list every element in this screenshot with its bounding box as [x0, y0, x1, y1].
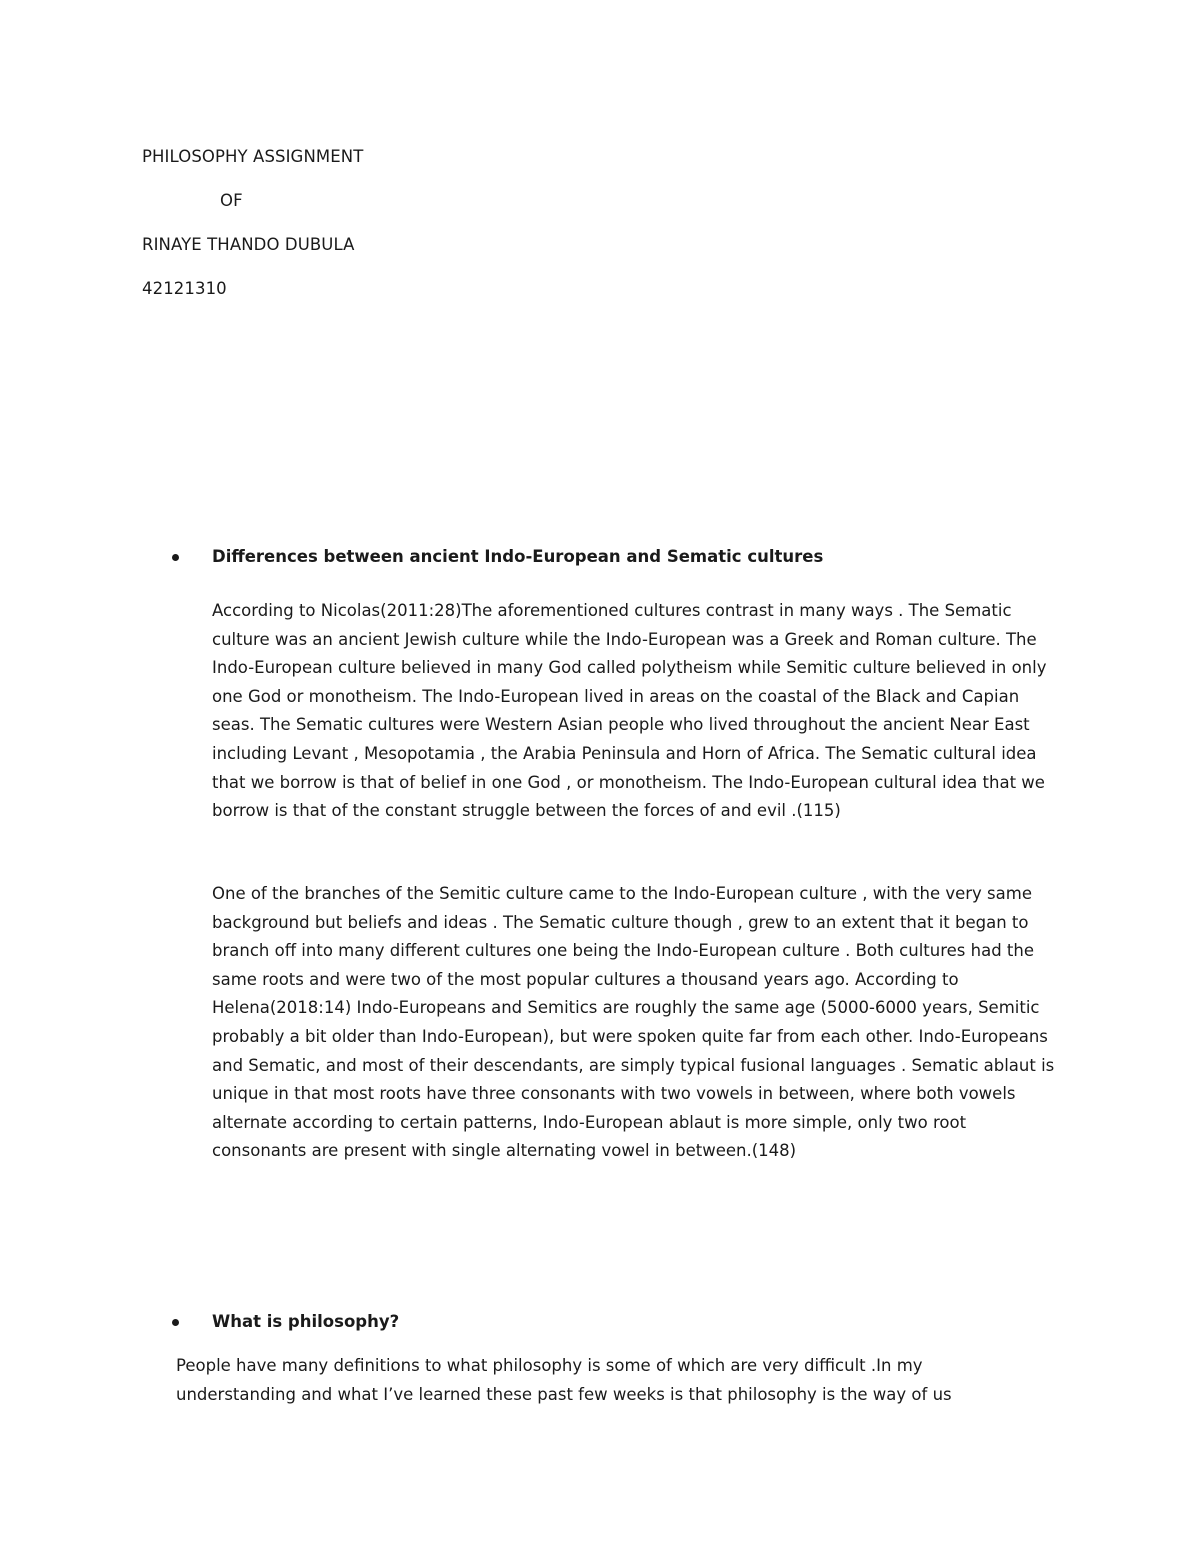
student-number: 42121310	[142, 279, 227, 298]
body-paragraph: People have many definitions to what philosophy is some of which are very difficult .In my understanding and what I’ve learned these past few weeks is that philosophy is the way of us	[176, 1356, 952, 1404]
assignment-title: PHILOSOPHY ASSIGNMENT	[142, 147, 364, 166]
bullet-icon	[172, 554, 179, 561]
body-paragraph: One of the branches of the Semitic culture came to the Indo-European culture , with the very same background but beliefs and ideas . The Sematic culture though , grew to an extent that it began to branch off into many different cultures one being the Indo-European culture . Both cultures had the same roots and were two of the most popular cultures a thousand years ago. According to Helena(2018:14) Indo-Europeans and Semitics are roughly the same age (5000-6000 years, Semitic probably a bit older than Indo-European), but were spoken quite far from each other. Indo-Europeans and Sematic, and most of their descendants, are simply typical fusional languages . Sematic ablaut is unique in that most roots have three consonants with two vowels in between, where both vowels alternate according to certain patterns, Indo-European ablaut is more simple, only two root consonants are present with single alternating vowel in between.(148)	[212, 884, 1055, 1161]
section-heading-row	[172, 1310, 1072, 1331]
section-heading: Differences between ancient Indo-European and Sematic cultures	[212, 547, 824, 566]
body-paragraph: According to Nicolas(2011:28)The aforementioned cultures contrast in many ways . The Sematic culture was an ancient Jewish culture while the Indo-European was a Greek and Roman culture. The Indo-European culture believed in many God called polytheism while Semitic culture believed in only one God or monotheism. The Indo-European lived in areas on the coastal of the Black and Capian seas. The Sematic cultures were Western Asian people who lived throughout the ancient Near East including Levant , Mesopotamia , the Arabia Peninsula and Horn of Africa. The Sematic cultural idea that we borrow is that of belief in one God , or monotheism. The Indo-European cultural idea that we borrow is that of the constant struggle between the forces of and evil .(115)	[212, 601, 1047, 821]
section-heading: What is philosophy?	[212, 1312, 400, 1331]
bullet-icon	[172, 1319, 179, 1326]
student-name: RINAYE THANDO DUBULA	[142, 235, 355, 254]
title-of-line: OF	[220, 191, 243, 210]
section-heading-row	[172, 545, 1072, 566]
